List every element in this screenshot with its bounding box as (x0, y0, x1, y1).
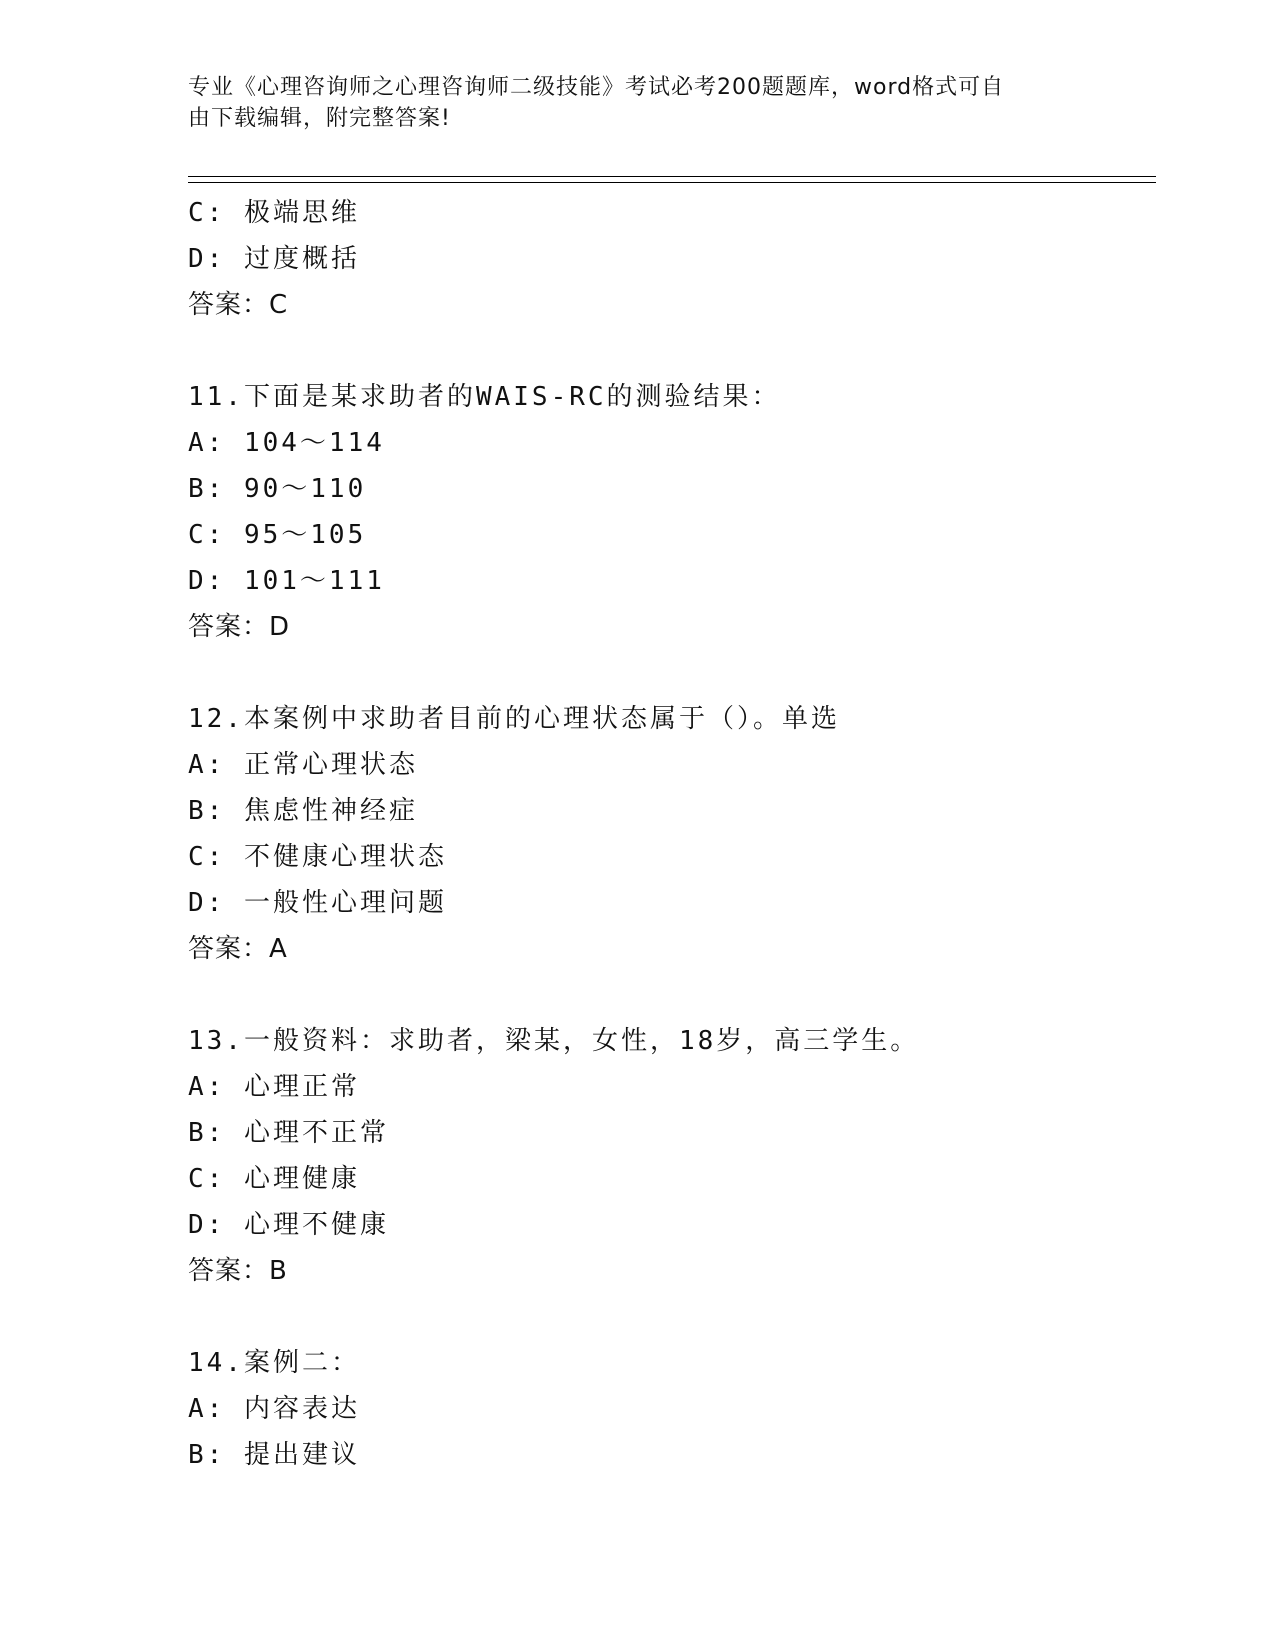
answer-line: 答案：D (188, 612, 291, 642)
question-stem: 12.本案例中求助者目前的心理状态属于（）。单选 (188, 704, 840, 734)
question-spacer (188, 650, 1148, 696)
option-c: C: 95～105 (188, 520, 367, 550)
option-a: A: 内容表达 (188, 1394, 360, 1424)
option-a: A: 104～114 (188, 428, 385, 458)
question-stem: 13.一般资料：求助者，梁某，女性，18岁，高三学生。 (188, 1026, 920, 1056)
option-b: B: 90～110 (188, 474, 367, 504)
answer-line: 答案：B (188, 1256, 288, 1286)
header-divider (188, 176, 1156, 183)
header-line-2: 由下载编辑，附完整答案! (188, 106, 451, 131)
option-d: D: 101～111 (188, 566, 385, 596)
option-a: A: 心理正常 (188, 1072, 360, 1102)
question-spacer (188, 972, 1148, 1018)
question-11 (188, 374, 1148, 650)
option-b: B: 焦虑性神经症 (188, 796, 418, 826)
question-spacer (188, 1294, 1148, 1340)
question-spacer (188, 328, 1148, 374)
option-d: D: 过度概括 (188, 244, 360, 274)
answer-line: 答案：A (188, 934, 288, 964)
option-a: A: 正常心理状态 (188, 750, 418, 780)
option-c: C: 不健康心理状态 (188, 842, 447, 872)
question-stem: 11.下面是某求助者的WAIS-RC的测验结果： (188, 382, 781, 412)
question-stem: 14.案例二： (188, 1348, 360, 1378)
question-13 (188, 1018, 1148, 1294)
question-14 (188, 1340, 1148, 1478)
option-d: D: 一般性心理问题 (188, 888, 447, 918)
option-b: B: 提出建议 (188, 1440, 360, 1470)
answer-line: 答案：C (188, 290, 289, 320)
option-d: D: 心理不健康 (188, 1210, 389, 1240)
question-12 (188, 696, 1148, 972)
option-b: B: 心理不正常 (188, 1118, 389, 1148)
option-c: C: 极端思维 (188, 198, 360, 228)
document-header (188, 72, 1068, 134)
question-content (188, 190, 1148, 1478)
option-c: C: 心理健康 (188, 1164, 360, 1194)
header-line-1: 专业《心理咨询师之心理咨询师二级技能》考试必考200题题库，word格式可自 (188, 75, 1005, 100)
